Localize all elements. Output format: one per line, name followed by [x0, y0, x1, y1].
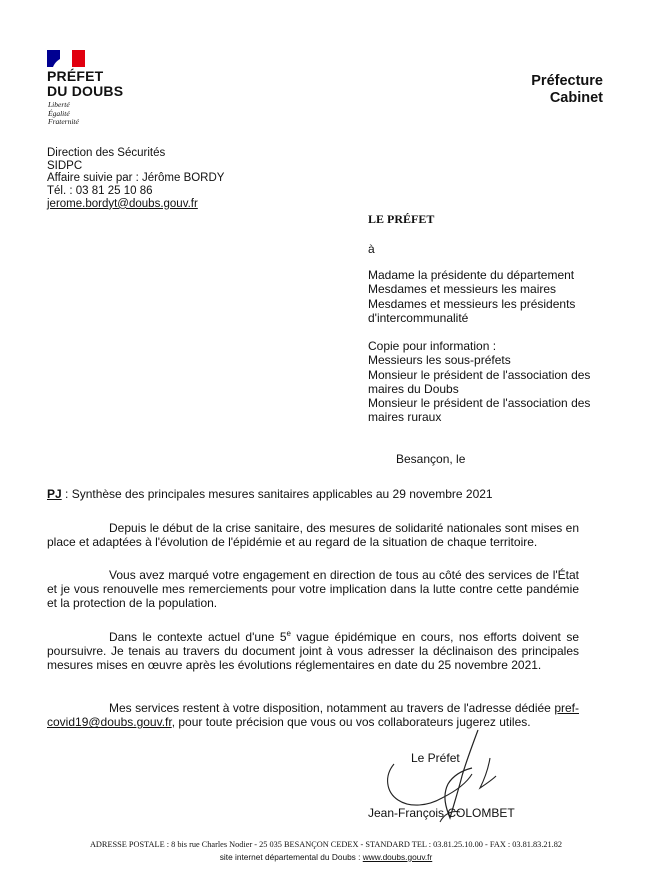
copy-list: [368, 339, 590, 425]
paragraph-text: Vous avez marqué votre engagement en direction de tous au côté des services de l'État et je vous renouvelle mes remerciements pour votre implication dans la lutte contre cette pandémie et la protection de la population.: [47, 568, 579, 611]
copy-line: Monsieur le président de l'association des: [368, 367, 591, 382]
office-prefecture: Préfecture: [531, 73, 603, 89]
recipient-line: d'intercommunalité: [368, 310, 469, 325]
body-paragraph-3: [47, 627, 579, 673]
attachment-text: : Synthèse des principales mesures sanitaires applicables au 29 novembre 2021: [61, 487, 493, 501]
paragraph-text: Depuis le début de la crise sanitaire, des mesures de solidarité nationales sont mises en place et adaptées à l'évolution de l'épidémie et au regard de la situation de chaque territoire.: [47, 521, 579, 550]
republic-motto: [48, 101, 79, 127]
from-label: LE PRÉFET: [368, 212, 435, 226]
footer-website: [0, 852, 652, 862]
place-date: Besançon, le: [396, 452, 466, 466]
recipient-list: [368, 268, 575, 325]
sender-email-link[interactable]: jerome.bordyt@doubs.gouv.fr: [47, 197, 198, 210]
sender-service: SIDPC: [47, 159, 83, 172]
copy-title: Copie pour information :: [368, 339, 497, 353]
sender-followed-by: Affaire suivie par : Jérôme BORDY: [47, 172, 225, 185]
attachment-key: PJ: [47, 487, 62, 501]
logo-line-1: PRÉFET: [47, 68, 104, 84]
paragraph-text: Mes services restent à votre disposition, notamment au travers de l'adresse dédiée: [109, 701, 555, 715]
copy-line: Monsieur le président de l'association des: [368, 396, 591, 411]
marianne-flag-icon: [47, 50, 85, 67]
sender-phone: Tél. : 03 81 25 10 86: [47, 185, 153, 198]
prefet-logo-text: [47, 69, 123, 99]
paragraph-text: vague épidémique en cours, nos efforts doivent se poursuivre. Je tenais au travers du document joint à vous adresser la déclinaison des principales mesures mises en œuvre après les évolutions réglementaires en date du 25 novembre 2021.: [47, 630, 579, 673]
paragraph-text: , pour toute précision que vous ou vos collaborateurs jugerez utiles.: [171, 715, 531, 730]
motto-liberte: Liberté: [48, 100, 70, 109]
recipient-line: Mesdames et messieurs les maires: [368, 282, 557, 297]
motto-fraternite: Fraternité: [48, 117, 79, 126]
covid-email-link[interactable]: pref-covid19@doubs.gouv.fr: [47, 701, 579, 730]
website-link[interactable]: www.doubs.gouv.fr: [362, 852, 433, 862]
sender-direction: Direction des Sécurités: [47, 147, 166, 159]
office-cabinet: Cabinet: [549, 90, 603, 106]
recipient-line: Mesdames et messieurs les présidents: [368, 296, 576, 311]
sender-block: [47, 147, 224, 211]
paragraph-text: Dans le contexte actuel d'une 5: [109, 630, 287, 644]
logo-line-2: DU DOUBS: [47, 83, 124, 99]
footer-postal-address: ADRESSE POSTALE : 8 bis rue Charles Nodier - 25 035 BESANÇON CEDEX - STANDARD TEL : 03.81.25.10.00 - FAX : 03.81.83.21.82: [89, 840, 563, 849]
body-paragraph-2: [47, 568, 579, 611]
attachment-line: [47, 487, 493, 501]
signature-title: Le Préfet: [411, 751, 460, 765]
copy-line: Messieurs les sous-préfets: [368, 353, 511, 368]
to-word: à: [368, 242, 375, 256]
superscript-e: e: [286, 629, 291, 638]
copy-line: maires du Doubs: [368, 381, 459, 396]
office-heading: [531, 73, 603, 107]
copy-line: maires ruraux: [368, 410, 442, 425]
recipient-line: Madame la présidente du département: [368, 268, 575, 282]
footer-site-prefix: site internet départemental du Doubs :: [219, 852, 363, 862]
signatory-name: Jean-François COLOMBET: [368, 806, 515, 820]
body-paragraph-1: [47, 521, 579, 549]
motto-egalite: Égalité: [48, 108, 70, 118]
